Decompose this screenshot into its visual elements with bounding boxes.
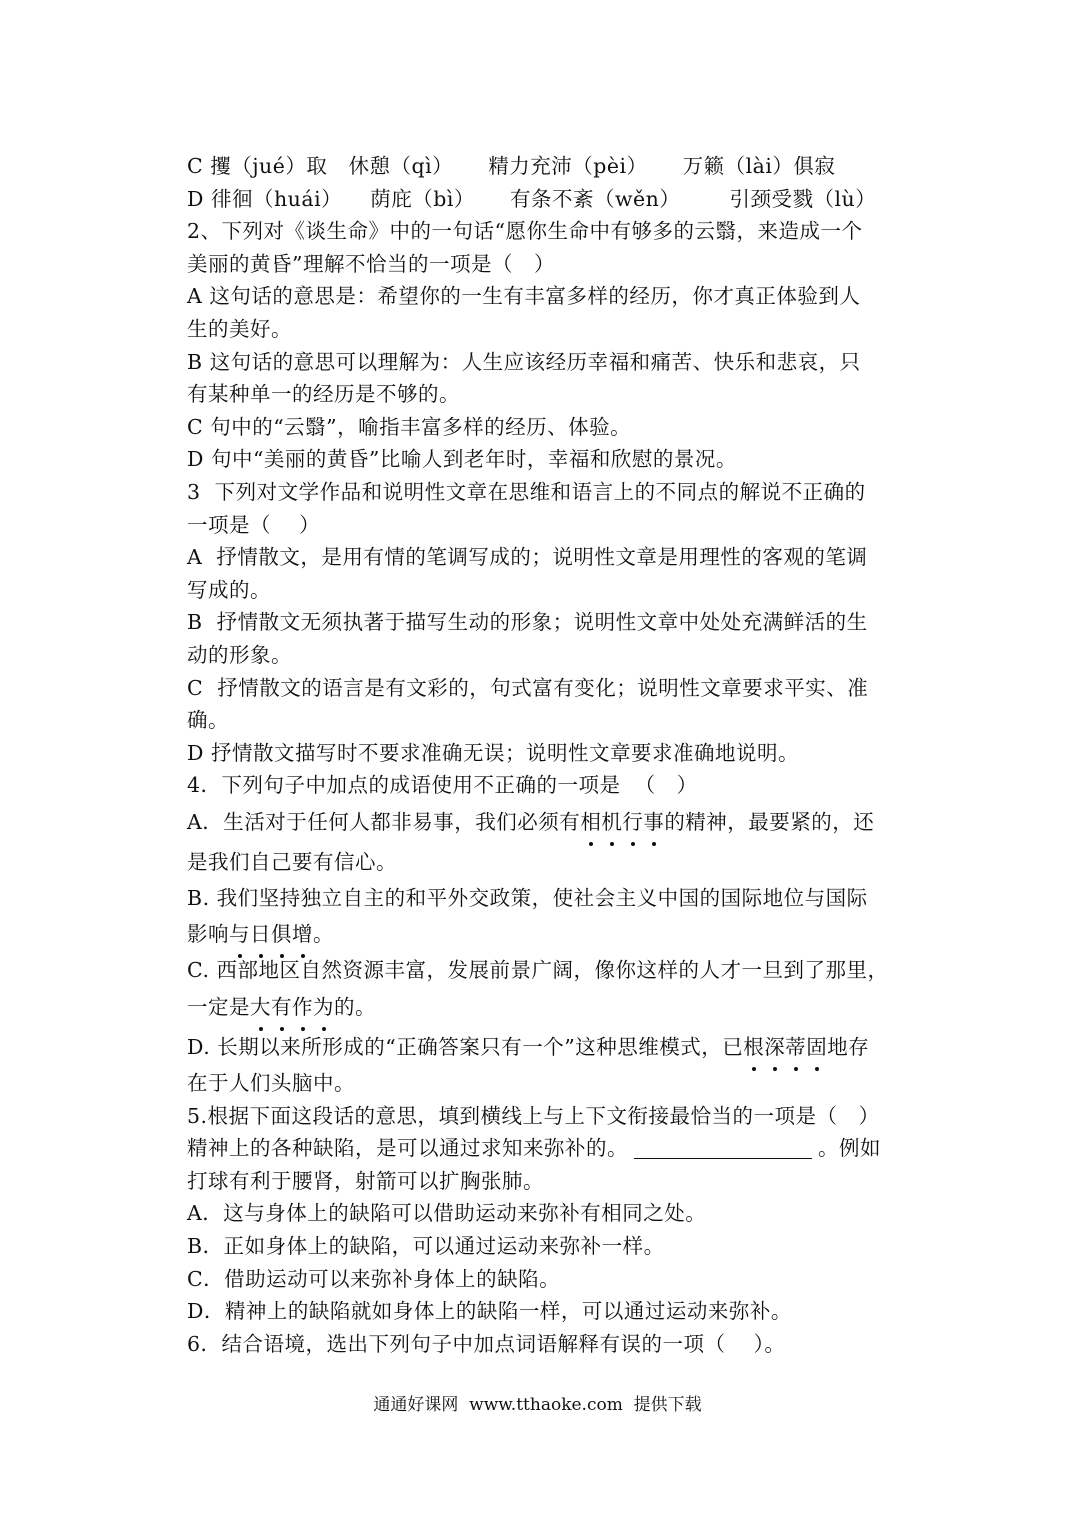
q2-option-c: C 句中的“云翳”，喻指丰富多样的经历、体验。	[187, 414, 632, 439]
dotted-idiom	[743, 1035, 827, 1059]
question-3-stem: 3 下列对文学作品和说明性文章在思维和语言上的不同点的解说不正确的	[187, 479, 866, 504]
q4-option-a-cont: 是我们自己要有信心。	[187, 849, 397, 874]
dotted-character: 相	[580, 802, 601, 842]
dotted-character: 日	[250, 914, 271, 954]
dotted-character: 行	[622, 802, 643, 842]
q4-d-text: D. 长期以来所形成的“正确答案只有一个”这种思维模式，已	[187, 1035, 744, 1060]
question-6-stem: 6．结合语境，选出下列句子中加点词语解释有误的一项（ ）。	[187, 1331, 786, 1356]
q5-option-a: A．这与身体上的缺陷可以借助运动来弥补有相同之处。	[187, 1201, 707, 1226]
fill-in-blank	[634, 1136, 812, 1159]
question-content	[187, 150, 892, 1360]
dotted-character: 作	[292, 987, 313, 1027]
q4-d-text-end: 地存	[827, 1035, 870, 1060]
q3-option-a-cont: 写成的。	[187, 577, 271, 602]
dotted-character: 增	[292, 914, 313, 954]
q4-option-b: B. 我们坚持独立自主的和平外交政策，使社会主义中国的国际地位与国际	[187, 885, 868, 910]
question-3-stem-cont: 一项是（ ）	[187, 512, 321, 537]
q4-option-c-cont	[187, 987, 892, 1027]
q2-option-a: A 这句话的意思是：希望你的一生有丰富多样的经历，你才真正体验到人	[187, 284, 861, 309]
dotted-character: 为	[313, 987, 334, 1027]
q5-option-d: D．精神上的缺陷就如身体上的缺陷一样，可以通过运动来弥补。	[187, 1299, 792, 1324]
dotted-idiom	[229, 922, 313, 946]
question-4-stem: 4．下列句子中加点的成语使用不正确的一项是 （ ）	[187, 773, 698, 798]
q5-passage	[187, 1132, 892, 1165]
q3-option-d: D 抒情散文描写时不要求准确无误；说明性文章要求准确地说明。	[187, 740, 799, 765]
question-2-stem-cont: 美丽的黄昏”理解不恰当的一项是（ ）	[187, 251, 556, 276]
q3-option-b-cont: 动的形象。	[187, 642, 292, 667]
q4-c-text-end: 的。	[334, 995, 376, 1020]
dotted-idiom	[580, 810, 664, 834]
q4-option-d-cont: 在于人们头脑中。	[187, 1071, 355, 1096]
dotted-character: 俱	[271, 914, 292, 954]
option-d-pinyin: D 徘徊（huái） 荫庇（bì） 有条不紊（wěn） 引颈受戮（lù）	[187, 186, 877, 211]
dotted-character: 有	[271, 987, 292, 1027]
q2-option-d: D 句中“美丽的黄昏”比喻人到老年时，幸福和欣慰的景况。	[187, 447, 737, 472]
dotted-character: 机	[601, 802, 622, 842]
q5-passage-text-end: 。例如	[818, 1136, 881, 1161]
q2-option-a-cont: 生的美好。	[187, 316, 292, 341]
q4-option-a	[187, 802, 892, 842]
dotted-character: 根	[743, 1027, 764, 1067]
q4-b-text: 影响	[187, 922, 229, 947]
q3-option-c-cont: 确。	[187, 708, 229, 733]
q4-a-text: A．生活对于任何人都非易事，我们必须有	[187, 809, 581, 834]
page-footer: 通通好课网 www.tthaoke.com 提供下载	[373, 1395, 702, 1415]
dotted-character: 大	[250, 987, 271, 1027]
q3-option-a: A 抒情散文，是用有情的笔调写成的；说明性文章是用理性的客观的笔调	[187, 545, 868, 570]
q5-passage-text: 精神上的各种缺陷，是可以通过求知来弥补的。	[187, 1136, 628, 1161]
dotted-character: 蒂	[785, 1027, 806, 1067]
q5-option-c: C．借助运动可以来弥补身体上的缺陷。	[187, 1266, 561, 1291]
option-c-pinyin: C 攫（jué）取 休憩（qì） 精力充沛（pèi） 万籁（lài）俱寂	[187, 154, 836, 178]
dotted-character: 固	[806, 1027, 827, 1067]
dotted-idiom	[250, 995, 334, 1019]
dotted-character: 事	[643, 802, 664, 842]
q3-option-b: B 抒情散文无须执著于描写生动的形象；说明性文章中处处充满鲜活的生	[187, 610, 868, 635]
q5-passage-cont: 打球有利于腰肾，射箭可以扩胸张肺。	[187, 1168, 544, 1193]
q2-option-b: B 这句话的意思可以理解为：人生应该经历幸福和痛苦、快乐和悲哀，只	[187, 349, 861, 374]
q4-b-text-end: 。	[313, 922, 334, 947]
q4-option-b-cont	[187, 914, 892, 954]
q5-option-b: B．正如身体上的缺陷，可以通过运动来弥补一样。	[187, 1234, 665, 1259]
q4-option-d	[187, 1027, 892, 1067]
q4-c-text: 一定是	[187, 995, 250, 1020]
dotted-character: 深	[764, 1027, 785, 1067]
q2-option-b-cont: 有某种单一的经历是不够的。	[187, 382, 460, 407]
q4-a-text-end: 的精神，最要紧的，还	[664, 809, 875, 834]
dotted-character: 与	[229, 914, 250, 954]
question-2-stem: 2、下列对《谈生命》中的一句话“愿你生命中有够多的云翳，来造成一个	[187, 219, 863, 244]
q3-option-c: C 抒情散文的语言是有文彩的，句式富有变化；说明性文章要求平实、准	[187, 675, 869, 700]
question-5-stem: 5.根据下面这段话的意思，填到横线上与上下文衔接最恰当的一项是（ ）	[187, 1103, 880, 1128]
q4-option-c: C. 西部地区自然资源丰富，发展前景广阔，像你这样的人才一旦到了那里，	[187, 958, 889, 983]
